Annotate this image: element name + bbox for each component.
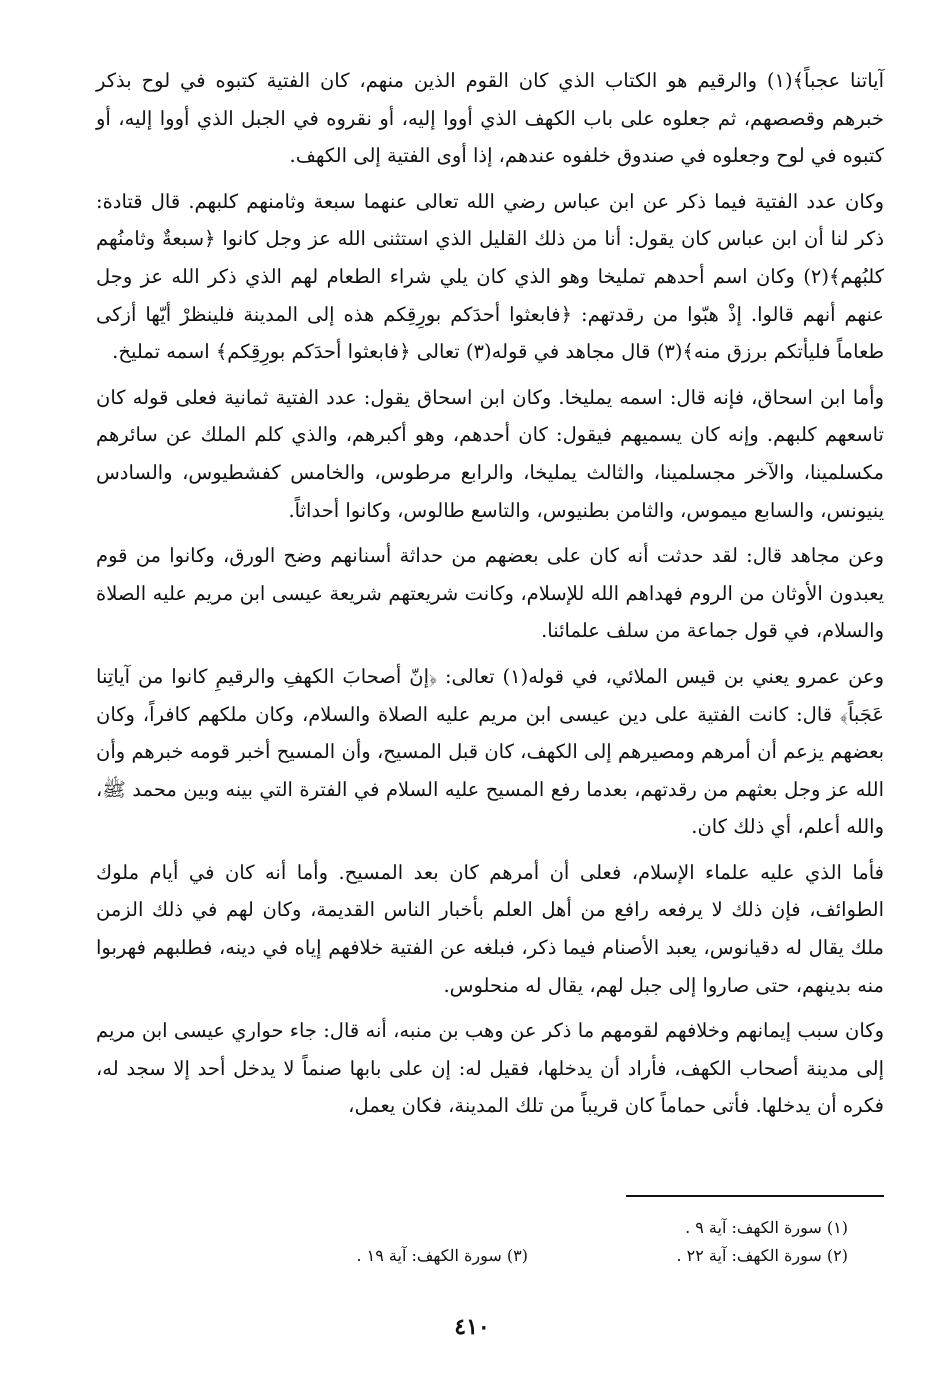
paragraph-3: وأما ابن اسحاق، فإنه قال: اسمه يمليخا. وكان ابن اسحاق يقول: عدد الفتية ثمانية فعلى قوله كان تاسعهم كلبهم. وإنه كان يسميهم فيقول: كان أحدهم، وهو أكبرهم، والذي كلم الملك عن سائرهم مكسلمينا، والآخر مجسلمينا، والثالث يمليخا، والرابع مرطوس، والخامس كفشطيوس، والسادس ينيونس، والسابع ميموس، والثامن بطنيوس، والتاسع طالوس، وكانوا أحداثاً. (96, 385, 884, 522)
footnote-divider (626, 1195, 884, 1197)
paragraph-7: وكان سبب إيمانهم وخلافهم لقومهم ما ذكر عن وهب بن منبه، أنه قال: جاء حواري عيسى ابن مريم إلى مدينة أصحاب الكهف، فأراد أن يدخلها، فقيل له: إن على بابها صنماً لا يدخل أحد إلا سجد له، فكره أن يدخلها. فأتى حماماً كان قريباً من تلك المدينة، فكان يعمل، (96, 1019, 884, 1118)
paragraph-6: فأما الذي عليه علماء الإسلام، فعلى أن أمرهم كان بعد المسيح. وأما أنه كان في أيام ملوك الطوائف، فإن ذلك لا يرفعه رافع من أهل العلم بأخبار الناس القديمة، وكان لهم في ذلك الزمن ملك يقال له دقيانوس، يعبد الأصنام فيما ذكر، فبلغه عن الفتية خلافهم إياه في دينه، فطلبهم فهربوا منه بدينهم، حتى صاروا إلى جبل لهم، يقال له منحلوس. (96, 860, 884, 997)
page-number: ٤١٠ (454, 1314, 490, 1340)
footnotes-column-left (288, 1214, 528, 1270)
body-text (96, 62, 884, 1133)
paragraph-2: وكان عدد الفتية فيما ذكر عن ابن عباس رضي الله تعالى عنهما سبعة وثامنهم كلبهم. قال قتادة: ذكر لنا أن ابن عباس كان يقول: أنا من ذلك القليل الذي استثنى الله عز وجل كانوا ﴿سبعةٌ وثامنُهم كلبُهم﴾(٢) وكان اسم أحدهم تمليخا وهو الذي كان يلي شراء الطعام لهم الذي ذكر الله عز وجل عنهم أنهم قالوا. إذْ هبّوا من رقدتهم: ﴿فابعثوا أحدَكم بورِقِكم هذه إلى المدينة فلينظرْ أيّها أزكى طعاماً فليأتكم برزق منه﴾(٣) قال مجاهد في قوله(٣) تعالى ﴿فابعثوا أحدَكم بورِقِكم﴾ اسمه تمليخ. (96, 189, 884, 364)
footnotes-column-right (608, 1214, 848, 1270)
footnotes (288, 1214, 848, 1284)
footnote-1: (١) سورة الكهف: آية ٩ . (685, 1218, 848, 1237)
footnote-3: (٣) سورة الكهف: آية ١٩ . (356, 1246, 528, 1265)
paragraph-1: آياتنا عجباً﴾(١) والرقيم هو الكتاب الذي كان القوم الذين منهم، كان الفتية كتبوه في لوح بذكر خبرهم وقصصهم، ثم جعلوه على باب الكهف الذي أووا إليه، أو نقروه في الجبل الذي أووا إليه، أو كتبوه في لوح وجعلوه في صندوق خلفوه عندهم، إذا أوى الفتية إلى الكهف. (96, 69, 884, 168)
footnote-spacer (288, 1214, 528, 1242)
document-page (0, 62, 944, 1386)
footnote-2: (٢) سورة الكهف: آية ٢٢ . (676, 1246, 848, 1265)
paragraph-4: وعن مجاهد قال: لقد حدثت أنه كان على بعضهم من حداثة أسنانهم وضح الورق، وكانوا من قوم يعبدون الأوثان من الروم فهداهم الله للإسلام، وكانت شريعتهم شريعة عيسى ابن مريم عليه الصلاة والسلام، في قول جماعة من سلف علمائنا. (96, 544, 884, 643)
paragraph-5: وعن عمرو يعني بن قيس الملائي، في قوله(١) تعالى: ﴿إنّ أصحابَ الكهفِ والرقيمِ كانوا من آياتِنا عَجَباً﴾ قال: كانت الفتية على دين عيسى ابن مريم عليه الصلاة والسلام، وكان ملكهم كافراً، وكان بعضهم يزعم أن أمرهم ومصيرهم إلى الكهف، كان قبل المسيح، وأن المسيح أخبر قومه خبرهم وأن الله عز وجل بعثهم من رقدتهم، بعدما رفع المسيح عليه السلام في الفترة التي بينه وبين محمد ﷺ، والله أعلم، أي ذلك كان. (96, 664, 884, 839)
